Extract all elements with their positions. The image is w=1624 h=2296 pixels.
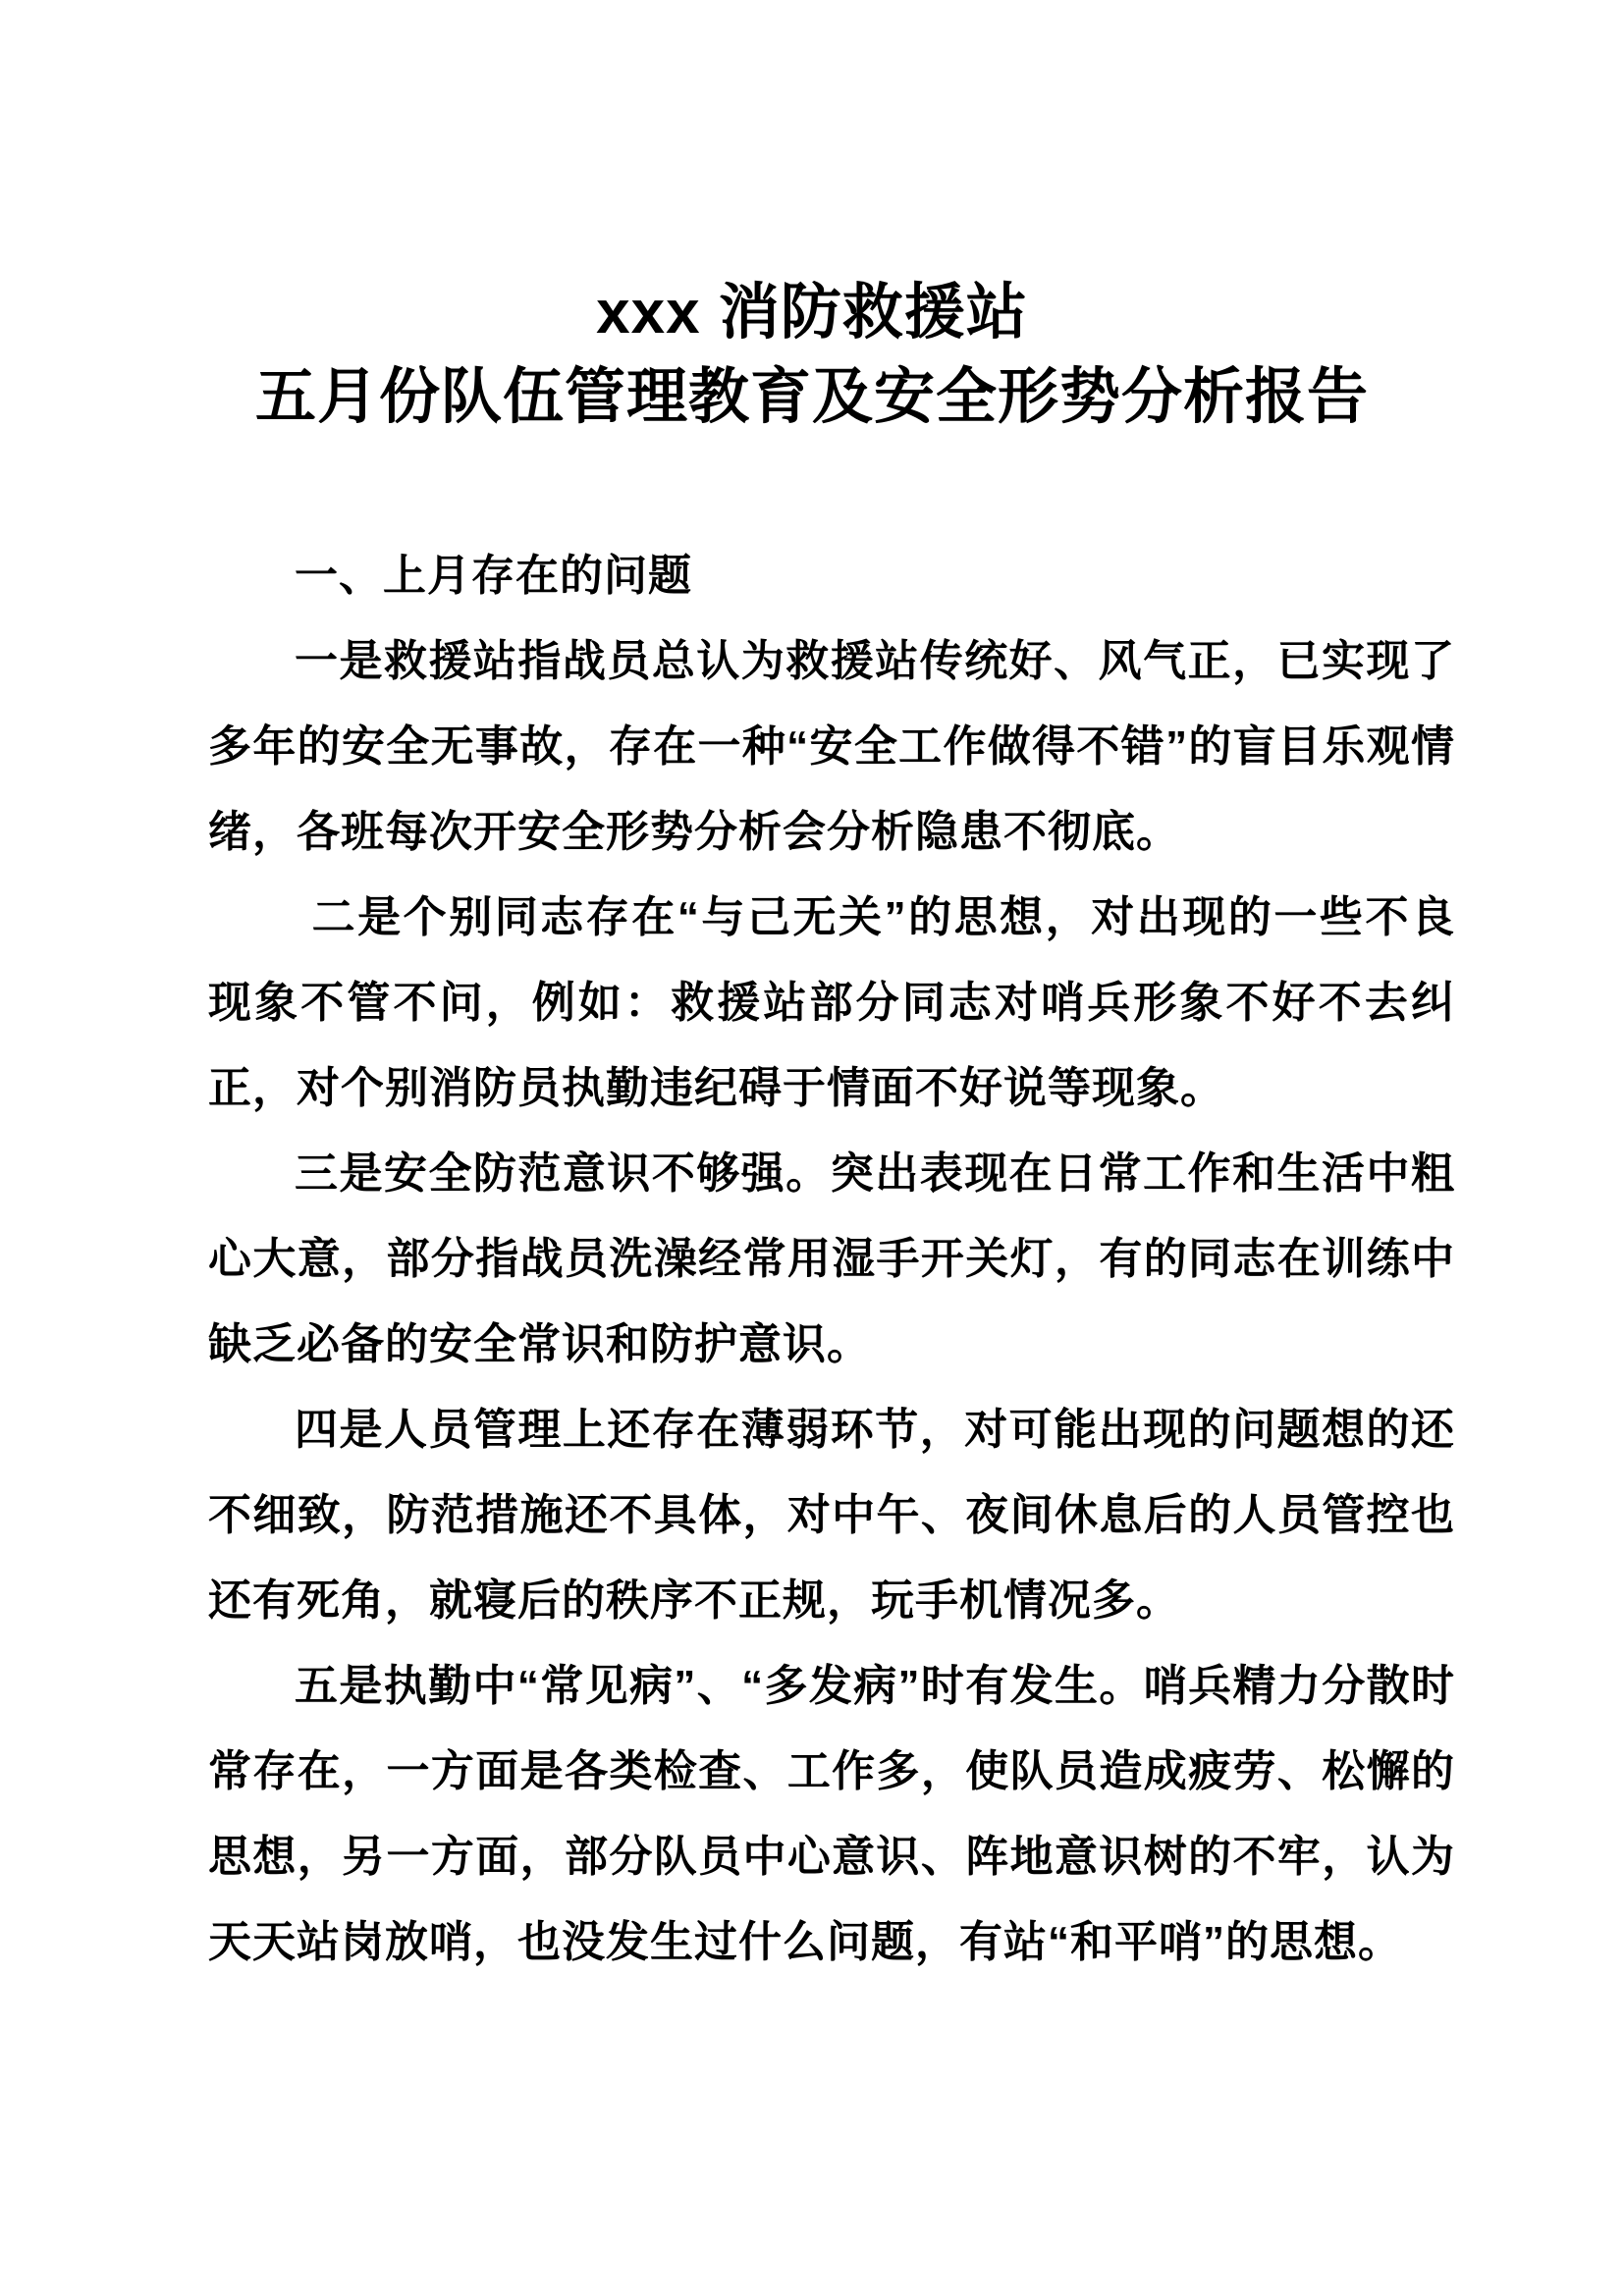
title-line-2: 五月份队伍管理教育及安全形势分析报告	[254, 363, 1369, 431]
paragraph-5: 五是执勤中“常见病”、“多发病”时有发生。哨兵精力分散时常存在，一方面是各类检查、工作多，使队员造成疲劳、松懈的思想，另一方面，部分队员中心意识、阵地意识树的不牢，认为天天站岗放哨，也没发生过什么问题，有站“和平哨”的思想。	[208, 1662, 1455, 1966]
paragraph-3: 三是安全防范意识不够强。突出表现在日常工作和生活中粗心大意，部分指战员洗澡经常用湿手开关灯，有的同志在训练中缺乏必备的安全常识和防护意识。	[208, 1149, 1455, 1368]
document-title	[0, 0, 1624, 440]
document-body	[0, 533, 1624, 1985]
paragraph-2: 二是个别同志存在“与己无关”的思想，对出现的一些不良现象不管不问，例如：救援站部分同志对哨兵形象不好不去纠正，对个别消防员执勤违纪碍于情面不好说等现象。	[208, 893, 1455, 1112]
title-line-1: xxx 消防救援站	[596, 279, 1028, 347]
section-heading: 一、上月存在的问题	[295, 552, 692, 600]
paragraph-1: 一是救援站指战员总认为救援站传统好、风气正，已实现了多年的安全无事故，存在一种“安全工作做得不错”的盲目乐观情绪，各班每次开安全形势分析会分析隐患不彻底。	[208, 637, 1455, 856]
paragraph-4: 四是人员管理上还存在薄弱环节，对可能出现的问题想的还不细致，防范措施还不具体，对中午、夜间休息后的人员管控也还有死角，就寝后的秩序不正规，玩手机情况多。	[208, 1406, 1455, 1625]
